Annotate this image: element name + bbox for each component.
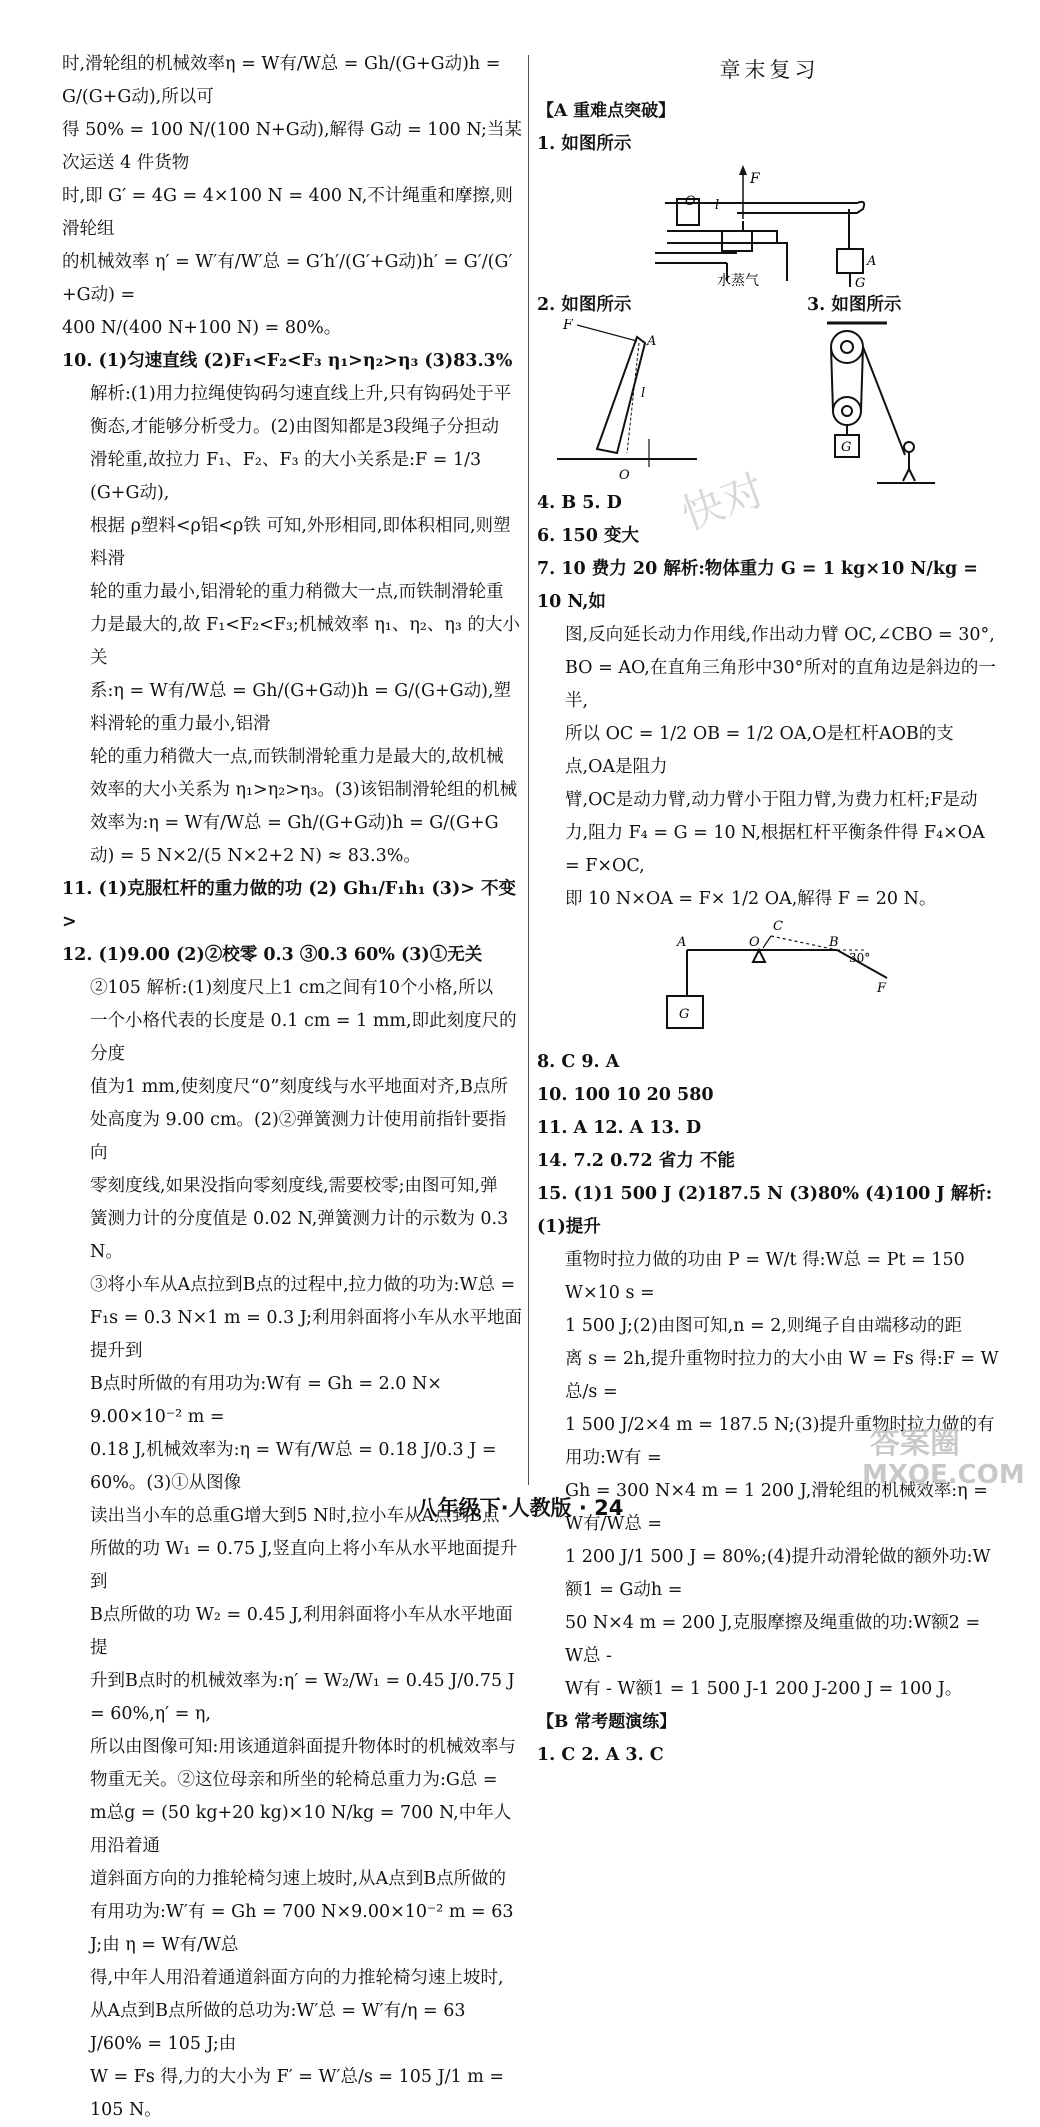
answer-11: 11. (1)克服杠杆的重力做的功 (2) Gh₁/F₁h₁ (3)> 不变 > (62, 879, 516, 932)
text-line: 所以 OC = 1/2 OB = 1/2 OA,O是杠杆AOB的支点,OA是阻力 (565, 724, 954, 777)
label-A: A (677, 935, 687, 950)
text-line: 1 500 J/2×4 m = 187.5 N;(3)提升重物时拉力做的有用功:W有 = (565, 1415, 995, 1468)
text-line: 升到B点时的机械效率为:η′ = W₂/W₁ = 0.45 J/0.75 J = 60%,η′ = η, (90, 1671, 515, 1724)
watermark-logo: 答案圈 (870, 1426, 960, 1461)
text-line: 衡态,才能够分析受力。(2)由图知都是3段绳子分担动 (90, 417, 499, 437)
text-line: 力是最大的,故 F₁<F₂<F₃;机械效率 η₁、η₂、η₃ 的大小关 (90, 615, 520, 668)
answer-10: 10. (1)匀速直线 (2)F₁<F₂<F₃ η₁>η₂>η₃ (3)83.3% (62, 351, 513, 371)
label-l: l (641, 386, 646, 401)
answer-4-5: 4. B 5. D (537, 493, 622, 513)
figure-3-pulley-system (817, 319, 937, 484)
arrow-up-icon (739, 165, 747, 175)
label-B: B (829, 935, 839, 950)
answer-12: 12. (1)9.00 (2)②校零 0.3 ③0.3 60% (3)①无关 (62, 945, 483, 965)
label-l: l (715, 198, 720, 213)
text-line: 臂,OC是动力臂,动力臂小于阻力臂,为费力杠杆;F是动 (565, 790, 978, 810)
text-line: ③将小车从A点拉到B点的过程中,拉力做的功为:W总 = (90, 1275, 516, 1295)
page-footer: 八年级下·人教版 · 24 (416, 1496, 624, 1520)
section-heading-b: 【B 常考题演练】 (537, 1712, 677, 1732)
label-G: G (679, 1007, 690, 1022)
text-line: 簧测力计的分度值是 0.02 N,弹簧测力计的示数为 0.3 N。 (90, 1209, 509, 1262)
figure-2-crowbar (557, 319, 757, 484)
answer-11-13: 11. A 12. A 13. D (537, 1118, 702, 1138)
text-line: 值为1 mm,使刻度尺“0”刻度线与水平地面对齐,B点所 (90, 1077, 508, 1097)
label-A: A (867, 254, 877, 269)
text-line: 400 N/(400 N+100 N) = 80%。 (62, 318, 342, 338)
label-G: G (855, 276, 866, 289)
label-G: G (841, 440, 852, 455)
answer-b-1-3: 1. C 2. A 3. C (537, 1745, 664, 1765)
answer-6: 6. 150 变大 (537, 526, 639, 546)
figure-7-lever-aob (537, 916, 1002, 1046)
text-line: 得,中年人用沿着通道斜面方向的力推轮椅匀速上坡时, (90, 1968, 504, 1988)
label-F: F (877, 981, 887, 996)
text-line: 有用功为:W′有 = Gh = 700 N×9.00×10⁻² m = 63 J;由 η = W有/W总 (90, 1902, 514, 1955)
text-line: 得 50% = 100 N/(100 N+G动),解得 G动 = 100 N;当某次运送 4 件货物 (62, 120, 522, 173)
watermark-center: 快对 (675, 464, 771, 540)
text-line: W有 - W额1 = 1 500 J-1 200 J-200 J = 100 J。 (565, 1679, 963, 1699)
text-line: 轮的重力稍微大一点,而铁制滑轮重力是最大的,故机械 (90, 747, 504, 767)
text-line: 轮的重力最小,铝滑轮的重力稍微大一点,而铁制滑轮重 (90, 582, 504, 602)
text-line: BO = AO,在直角三角形中30°所对的直角边是斜边的一半, (565, 658, 996, 711)
text-line: 1 500 J;(2)由图可知,n = 2,则绳子自由端移动的距 (565, 1316, 962, 1336)
label-O: O (749, 935, 760, 950)
label-F: F (750, 171, 760, 187)
text-line: 解析:(1)用力拉绳使钩码匀速直线上升,只有钩码处于平 (90, 384, 512, 404)
text-line: 系:η = W有/W总 = Gh/(G+G动)h = G/(G+G动),塑料滑轮的重力最小,铝滑 (90, 681, 512, 734)
text-line: 读出当小车的总重G增大到5 N时,拉小车从A点到B点 (90, 1506, 500, 1526)
text-line: W = Fs 得,力的大小为 F′ = W′总/s = 105 J/1 m = 105 N。 (90, 2067, 505, 2120)
section-heading-a: 【A 重难点突破】 (537, 101, 676, 121)
column-divider (528, 55, 529, 1485)
text-line: 所做的功 W₁ = 0.75 J,竖直向上将小车从水平地面提升到 (90, 1539, 518, 1592)
text-line: 根据 ρ塑料<ρ铝<ρ铁 可知,外形相同,即体积相同,则塑料滑 (90, 516, 511, 569)
text-line: B点时所做的有用功为:W有 = Gh = 2.0 N× 9.00×10⁻² m = (90, 1374, 442, 1427)
answer-10: 10. 100 10 20 580 (537, 1085, 714, 1105)
text-line: 道斜面方向的力推轮椅匀速上坡时,从A点到B点所做的 (90, 1869, 507, 1889)
text-line: 即 10 N×OA = F× 1/2 OA,解得 F = 20 N。 (565, 889, 937, 909)
text-line: F₁s = 0.3 N×1 m = 0.3 J;利用斜面将小车从水平地面提升到 (90, 1308, 522, 1361)
text-line: ②105 解析:(1)刻度尺上1 cm之间有10个小格,所以 (90, 978, 494, 998)
text-line: 一个小格代表的长度是 0.1 cm = 1 mm,即此刻度尺的分度 (90, 1011, 517, 1064)
text-line: 50 N×4 m = 200 J,克服摩擦及绳重做的功:W额2 = W总 - (565, 1613, 981, 1666)
text-line: 时,即 G′ = 4G = 4×100 N = 400 N,不计绳重和摩擦,则滑轮组 (62, 186, 513, 239)
section-title: 章末复习 (719, 58, 820, 82)
answer-8-9: 8. C 9. A (537, 1052, 620, 1072)
text-line: 处高度为 9.00 cm。(2)②弹簧测力计使用前指针要指向 (90, 1110, 507, 1163)
watermark-site: MXQE.COM (862, 1460, 1025, 1490)
label-F: F (563, 319, 573, 333)
label-angle: 30° (849, 951, 871, 965)
text-line: 物重无关。②这位母亲和所坐的轮椅总重力为:G总 = (90, 1770, 498, 1790)
text-line: 从A点到B点所做的总功为:W′总 = W′有/η = 63 J/60% = 105 J;由 (90, 2001, 466, 2054)
text-line: 所以由图像可知:用该通道斜面提升物体时的机械效率与 (90, 1737, 516, 1757)
text-line: 0.18 J,机械效率为:η = W有/W总 = 0.18 J/0.3 J = 60%。(3)①从图像 (90, 1440, 497, 1493)
text-line: 零刻度线,如果没指向零刻度线,需要校零;由图可知,弹 (90, 1176, 498, 1196)
text-line: 效率为:η = W有/W总 = Gh/(G+G动)h = G/(G+G动) = 5 N×2/(5 N×2+2 N) ≈ 83.3%。 (90, 813, 499, 866)
text-line: m总g = (50 kg+20 kg)×10 N/kg = 700 N,中年人用沿着通 (90, 1803, 512, 1856)
text-line: 离 s = 2h,提升重物时拉力的大小由 W = Fs 得:F = W总/s = (565, 1349, 999, 1402)
label-C: C (773, 919, 783, 934)
answer-14: 14. 7.2 0.72 省力 不能 (537, 1151, 735, 1171)
answer-7: 7. 10 费力 20 解析:物体重力 G = 1 kg×10 N/kg = 10 N,如 (537, 559, 978, 612)
figure-1-lever-valve (537, 161, 1002, 289)
answer-15: 15. (1)1 500 J (2)187.5 N (3)80% (4)100 J 解析:(1)提升 (537, 1184, 993, 1237)
text-line: 滑轮重,故拉力 F₁、F₂、F₃ 的大小关系是:F = 1/3 (G+G动), (90, 450, 482, 503)
question-3: 3. 如图所示 (807, 295, 902, 315)
text-line: Gh = 300 N×4 m = 1 200 J,滑轮组的机械效率:η = W有/W总 = (565, 1481, 988, 1534)
label-A: A (647, 334, 657, 349)
text-line: 的机械效率 η′ = W′有/W′总 = G′h′/(G′+G动)h′ = G′/(G′+G动) = (62, 252, 513, 305)
figures-2-3 (537, 289, 1002, 487)
text-line: 1 200 J/1 500 J = 80%;(4)提升动滑轮做的额外功:W额1 = G动h = (565, 1547, 991, 1600)
question-2: 2. 如图所示 (537, 295, 632, 315)
label-O: O (685, 194, 696, 209)
text-line: 效率的大小关系为 η₁>η₂>η₃。(3)该铝制滑轮组的机械 (90, 780, 518, 800)
caption-steam: 水蒸气 (717, 273, 759, 289)
text-line: 力,阻力 F₄ = G = 10 N,根据杠杆平衡条件得 F₄×OA = F×OC, (565, 823, 985, 876)
left-column (62, 48, 522, 2127)
text-line: 图,反向延长动力作用线,作出动力臂 OC,∠CBO = 30°, (565, 625, 995, 645)
question-1: 1. 如图所示 (537, 134, 632, 154)
label-O: O (619, 468, 630, 483)
text-line: B点所做的功 W₂ = 0.45 J,利用斜面将小车从水平地面提 (90, 1605, 513, 1658)
text-line: 时,滑轮组的机械效率η = W有/W总 = Gh/(G+G动)h = G/(G+G动),所以可 (62, 54, 501, 107)
text-line: 重物时拉力做的功由 P = W/t 得:W总 = Pt = 150 W×10 s = (565, 1250, 965, 1303)
